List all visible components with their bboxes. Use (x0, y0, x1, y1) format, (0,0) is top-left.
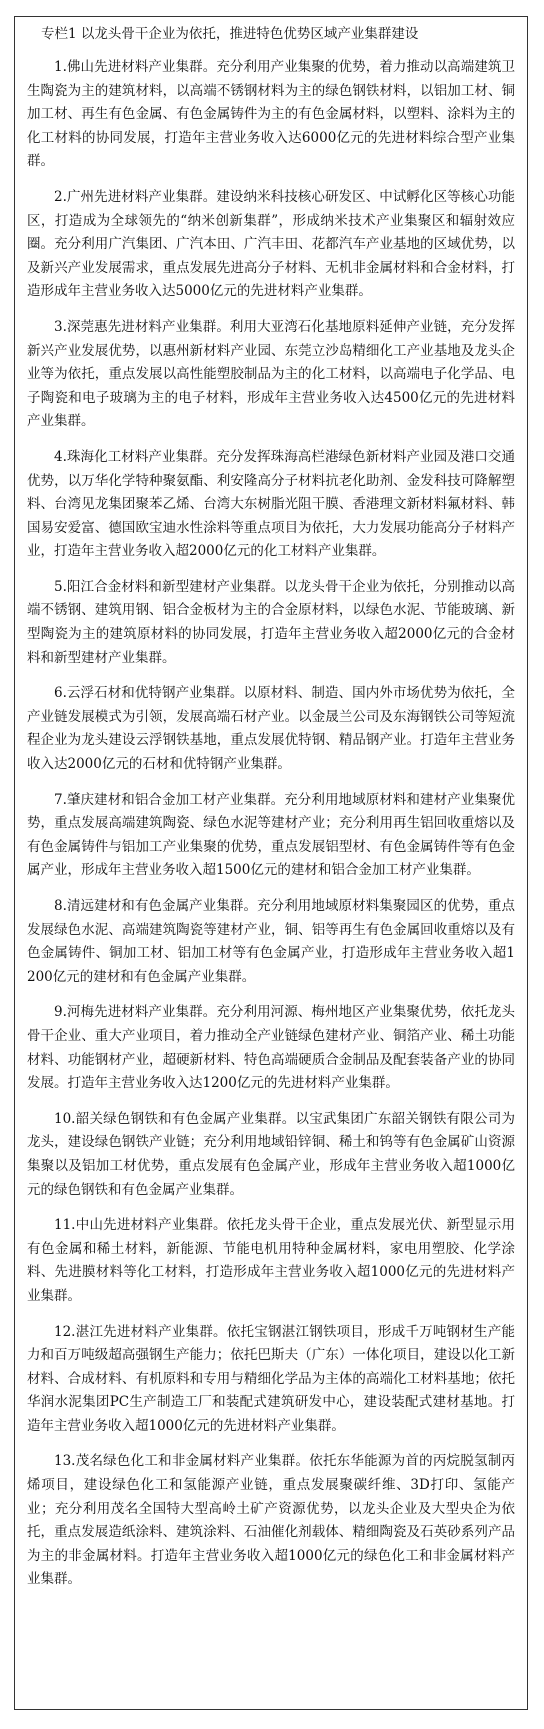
paragraph-shaoguan: 10.韶关绿色钢铁和有色金属产业集群。以宝武集团广东韶关钢铁有限公司为龙头，建设绿色钢铁产业链；充分利用地域铅锌铜、稀土和钨等有色金属矿山资源集聚以及铝加工材优势，重点发展有色金属产业，形成年主营业务收入超1000亿元的绿色钢铁和有色金属产业集群。 (27, 1110, 515, 1198)
paragraph-heyuan-meizhou: 9.河梅先进材料产业集群。充分利用河源、梅州地区产业集聚优势，依托龙头骨干企业、重大产业项目，着力推动全产业链绿色建材产业、铜箔产业、稀土功能材料、功能钢材产业，超硬新材料、特色高端硬质合金制品及配套装备产业的协同发展。打造年主营业务收入达1200亿元的先进材料产业集群。 (27, 1004, 515, 1092)
paragraph-guangzhou: 2.广州先进材料产业集群。建设纳米科技核心研发区、中试孵化区等核心功能区，打造成为全球领先的“纳米创新集群”，形成纳米技术产业集聚区和辐射效应圈。充分利用广汽集团、广汽本田、广汽丰田、花都汽车产业基地的区域优势，以及新兴产业发展需求，重点发展先进高分子材料、无机非金属材料和合金材料，打造形成年主营业务收入达5000亿元的先进材料产业集群。 (27, 188, 515, 300)
paragraph-zhuhai: 4.珠海化工材料产业集群。充分发挥珠海高栏港绿色新材料产业园及港口交通优势，以万华化学特种聚氨酯、利安隆高分子材料抗老化助剂、金发科技可降解塑料、台湾见龙集团聚苯乙烯、台湾大东树脂光阻干膜、香港理文新材料氟材料、韩国易安爱富、德国欧宝迪水性涂料等重点项目为依托，大力发展功能高分子材料产业，打造年主营业务收入超2000亿元的化工材料产业集群。 (27, 448, 515, 560)
paragraph-zhaoqing: 7.肇庆建材和铝合金加工材产业集群。充分利用地域原材料和建材产业集聚优势，重点发展高端建筑陶瓷、绿色水泥等建材产业；充分利用再生铝回收重熔以及有色金属铸件与铝加工产业集聚的优势，重点发展铝型材、有色金属铸件等有色金属产业，形成年主营业务收入超1500亿元的建材和铝合金加工材产业集群。 (27, 791, 515, 879)
paragraph-maoming: 13.茂名绿色化工和非金属材料产业集群。依托东华能源为首的丙烷脱氢制丙烯项目，建设绿色化工和氢能源产业链，重点发展聚碳纤维、3D打印、氢能产业；充分利用茂名全国特大型高岭土矿产资源优势，以龙头企业及大型央企为依托，重点发展造纸涂料、建筑涂料、石油催化剂载体、精细陶瓷及石英砂系列产品为主的非金属材料。打造年主营业务收入超1000亿元的绿色化工和非金属材料产业集群。 (27, 1453, 515, 1588)
paragraph-zhanjiang: 12.湛江先进材料产业集群。依托宝钢湛江钢铁项目，形成千万吨钢材生产能力和百万吨级超高强钢生产能力；依托巴斯夫（广东）一体化项目，建设以化工新材料、合成材料、有机原料和专用与精细化学品为主体的高端化工材料基地；依托华润水泥集团PC生产制造工厂和装配式建筑研发中心，建设装配式建材基地。打造年主营业务收入超1000亿元的先进材料产业集群。 (27, 1323, 515, 1434)
paragraph-shenzhen-dongguan-huizhou: 3.深莞惠先进材料产业集群。利用大亚湾石化基地原料延伸产业链，充分发挥新兴产业发展优势，以惠州新材料产业园、东莞立沙岛精细化工产业基地及龙头企业等为依托，重点发展以高性能塑胶制品为主的化工材料，以高端电子化学品、电子陶瓷和电子玻璃为主的电子材料，形成年主营业务收入达4500亿元的先进材料产业集群。 (27, 318, 515, 430)
paragraph-qingyuan: 8.清远建材和有色金属产业集群。充分利用地域原材料集聚园区的优势，重点发展绿色水泥、高端建筑陶瓷等建材产业，铜、铝等再生有色金属回收重熔以及有色金属铸件、铜加工材、铝加工材等有色金属产业，打造形成年主营业务收入超1200亿元的建材和有色金属产业集群。 (27, 898, 515, 985)
paragraph-yangjiang: 5.阳江合金材料和新型建材产业集群。以龙头骨干企业为依托，分别推动以高端不锈钢、建筑用钢、铝合金板材为主的合金原材料，以绿色水泥、节能玻璃、新型陶瓷为主的建筑原材料的协同发展，打造年主营业务收入超2000亿元的合金材料和新型建材产业集群。 (27, 578, 515, 666)
column-title: 专栏1 以龙头骨干企业为依托，推进特色优势区域产业集群建设 (41, 26, 419, 42)
column-box (14, 16, 528, 1710)
paragraph-zhongshan: 11.中山先进材料产业集群。依托龙头骨干企业，重点发展光伏、新型显示用有色金属和稀土材料，新能源、节能电机用特种金属材料，家电用塑胶、化学涂料、先进膜材料等化工材料，打造形成年主营业务收入超1000亿元的先进材料产业集群。 (27, 1217, 515, 1304)
paragraph-foshan: 1.佛山先进材料产业集群。充分利用产业集聚的优势，着力推动以高端建筑卫生陶瓷为主的建筑材料，以高端不锈钢材料为主的绿色钢铁材料，以铝加工材、铜加工材、再生有色金属、有色金属铸件为主的有色金属材料，以塑料、涂料为主的化工材料的协同发展，打造年主营业务收入达6000亿元的先进材料综合型产业集群。 (27, 59, 515, 170)
paragraph-yunfu: 6.云浮石材和优特钢产业集群。以原材料、制造、国内外市场优势为依托，全产业链发展模式为引领，发展高端石材产业。以金晟兰公司及东海钢铁公司等短流程企业为龙头建设云浮钢铁基地，重点发展优特钢、精品钢产业。打造年主营业务收入达2000亿元的石材和优特钢产业集群。 (27, 685, 515, 773)
